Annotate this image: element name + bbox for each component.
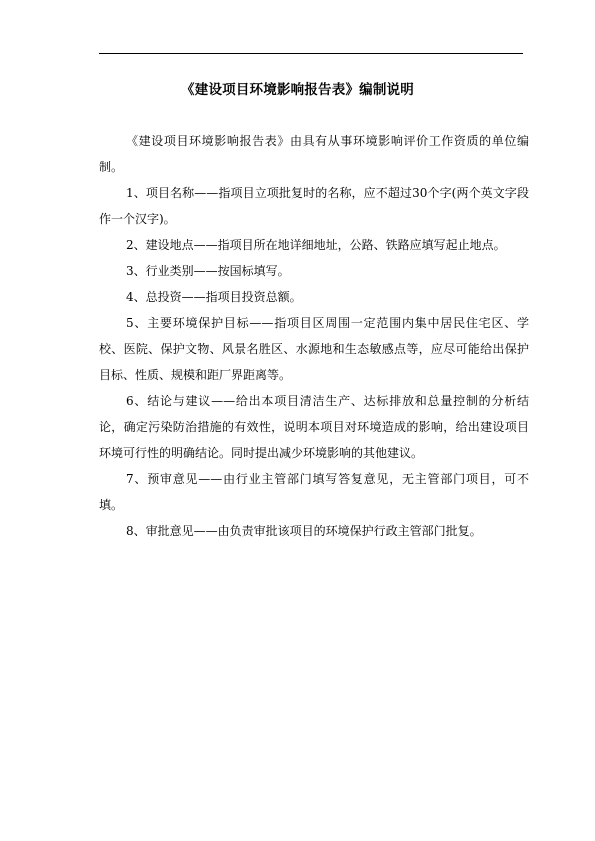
- paragraph-item-8: 8、审批意见——由负责审批该项目的环境保护行政主管部门批复。: [126, 524, 482, 538]
- paragraph-intro: 《建设项目环境影响报告表》由具有从事环境影响评价工作资质的单位编制。: [99, 134, 529, 174]
- paragraph-item-1: 1、项目名称——指项目立项批复时的名称，应不超过30个字(两个英文字段作一个汉字)。: [99, 186, 529, 226]
- header-rule: [99, 53, 523, 54]
- document-body: [99, 128, 529, 544]
- paragraph-item-3: 3、行业类别——按国标填写。: [126, 264, 290, 278]
- paragraph-item-2: 2、建设地点——指项目所在地详细地址，公路、铁路应填写起止地点。: [126, 238, 506, 252]
- paragraph-item-6: 6、结论与建议——给出本项目清洁生产、达标排放和总量控制的分析结论，确定污染防治措施的有效性，说明本项目对环境造成的影响，给出建设项目环境可行性的明确结论。同时提出减少环境影响的其他建议。: [99, 394, 529, 460]
- document-title: 《建设项目环境影响报告表》编制说明: [181, 82, 414, 98]
- paragraph-item-5: 5、主要环境保护目标——指项目区周围一定范围内集中居民住宅区、学校、医院、保护文物、风景名胜区、水源地和生态敏感点等，应尽可能给出保护目标、性质、规模和距厂界距离等。: [99, 316, 529, 382]
- paragraph-item-7: 7、预审意见——由行业主管部门填写答复意见，无主管部门项目，可不填。: [99, 472, 529, 512]
- paragraph-item-4: 4、总投资——指项目投资总额。: [126, 290, 302, 304]
